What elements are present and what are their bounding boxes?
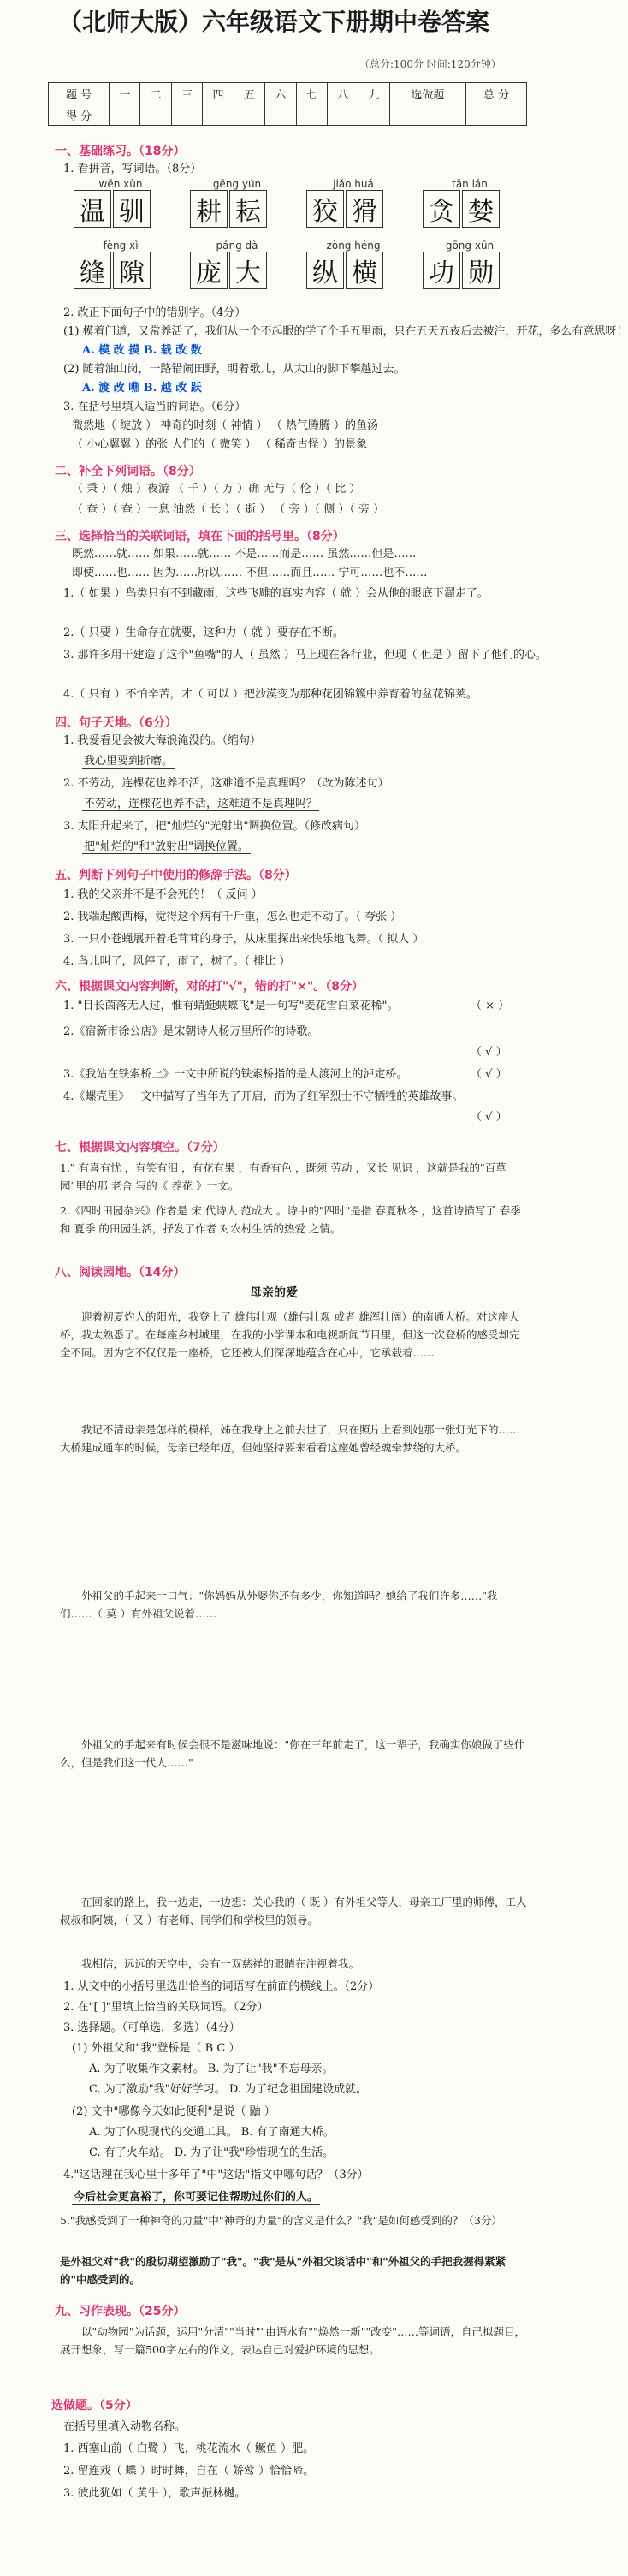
answer-line: （ 秉 ）（ 烛 ）夜游 （ 千 ）（ 万 ）确 无与（ 伦 ）（ 比 ） (72, 483, 361, 496)
answer: （ × ） (471, 1000, 510, 1012)
score-cell (110, 104, 140, 126)
score-cell (203, 104, 234, 126)
answer (82, 753, 544, 770)
question-text: 2.《宿新市徐公店》是宋朝诗人杨万里所作的诗歌。 (63, 1025, 319, 1038)
question-text: 1. 我爱看见会被大海浪淹没的。（缩句） (63, 734, 262, 747)
question-text: 3.《我站在铁索桥上》一文中所说的铁索桥指的是大渡河上的泸定桥。 (63, 1068, 408, 1081)
passage-paragraph: 在回家的路上，我一边走，一边想：关心我的（ 既 ）有外祖父等人，母亲工厂里的师傅，工人叔叔和阿姨，（ 又 ）有老师、同学们和学校里的领导。 (60, 1896, 527, 1926)
question-text: 3. 那许多用干建造了这个"鱼嘴"的人（ 虽然 ）马上现在各行业，但现（ 但是 ）留下了他们的心。 (63, 649, 548, 662)
score-cell: 三 (171, 83, 202, 104)
exam-meta: （总分:100分 时间:120分钟） (359, 58, 501, 70)
passage-paragraph: 迎着初夏灼人的阳光，我登上了 雄伟壮观（雄伟壮观 或者 雄浑壮阔）的南通大桥。对这座大桥，我太熟悉了。在每座乡村城里，在我的小学课本和电视新闻节目里，但这一次登桥的感受却完全不同。因为它不仅仅是一座桥，它还被人们深深地蕴含在心中，它承载着…… (60, 1310, 520, 1359)
question-text: 2. 不劳动，连棵花也养不活，这难道不是真理吗？（改为陈述句） (63, 777, 389, 790)
score-cell: 八 (328, 83, 358, 104)
answer-line: 2. 留连戏（ 蝶 ）时时舞，自在（ 娇莺 ）恰恰啼。 (63, 2465, 315, 2478)
question-text: (1) 外祖父和"我"登桥是（ B C ） (72, 2042, 240, 2055)
score-cell (358, 104, 389, 126)
score-cell: 得 分 (49, 104, 110, 126)
word-item (423, 240, 517, 289)
answer (82, 839, 544, 856)
score-cell: 四 (203, 83, 234, 104)
char-box: 隙 (113, 252, 151, 289)
char-box: 功 (423, 252, 460, 289)
options-line: A. 为了体现现代的交通工具。 B. 有了南通大桥。 (89, 2126, 335, 2139)
answer: （ √ ） (471, 1046, 507, 1059)
question-text: 1.（ 如果 ）鸟类只有不到藏雨，这些飞雕的真实内容（ 就 ）会从他的眼底下溜走了。 (63, 587, 489, 600)
word-item (306, 240, 400, 289)
word-item (190, 178, 284, 228)
score-cell: 一 (110, 83, 140, 104)
score-header-row (49, 83, 527, 104)
word-pinyin: tān lán (452, 178, 488, 190)
word-pinyin: jiǎo huá (333, 178, 374, 190)
page-title: （北师大版）六年级语文下册期中卷答案 (57, 8, 489, 36)
passage-paragraph: 我相信，远远的天空中，会有一双慈祥的眼睛在注视着我。 (81, 1957, 360, 1970)
question-text: 2. 我端起酸西梅，觉得这个病有千斤重，怎么也走不动了。（ 夸张 ） (63, 911, 402, 923)
word-item (306, 178, 400, 228)
score-cell: 七 (296, 83, 327, 104)
word-pinyin: wēn xùn (98, 178, 143, 190)
question-text: 4.《螺壳里》一文中描写了当年为了开启，而为了红军烈士不守牺牲的英雄故事。 (63, 1090, 464, 1103)
section-heading: 九、习作表现。（25分） (55, 2305, 186, 2318)
score-cell (389, 104, 465, 126)
answer: （ √ ） (471, 1068, 507, 1081)
answer-line: （ 小心翼翼 ）的张 人们的（ 微笑 ） （ 稀奇古怪 ）的景象 (72, 438, 368, 451)
score-value-row (49, 104, 527, 126)
char-box: 横 (346, 252, 383, 289)
score-cell (140, 104, 171, 126)
score-cell (234, 104, 264, 126)
question-text: 3. 选择题。（可单选，多选）（4分） (63, 2021, 240, 2034)
char-box: 狡 (306, 190, 344, 228)
answer: A. 模 改 摸 B. 载 改 数 (82, 344, 202, 357)
question: 3. 在括号里填入适当的词语。（6分） (63, 401, 246, 413)
score-cell: 五 (234, 83, 264, 104)
question-text: 4."这话理在我心里十多年了"中"这话"指文中哪句话？（3分） (63, 2169, 369, 2181)
section-heading: 选做题。（5分） (51, 2399, 138, 2413)
char-box: 耕 (190, 190, 228, 228)
question-text: 4. 鸟儿叫了，风停了，雨了，树了。（ 排比 ） (63, 955, 291, 968)
score-table (48, 82, 527, 126)
char-box: 驯 (113, 190, 151, 228)
char-box: 纵 (306, 252, 344, 289)
answer (82, 796, 544, 813)
fill-blank-1: 1." 有喜有忧 ，有笑有泪 ，有花有果 ，有香有色 ，既须 劳动 ，又长 见识 ，这就是我的"百草园"里的那 老舍 写的《 养花 》一文。 (60, 1161, 507, 1192)
section-heading: 二、补全下列词语。（8分） (55, 465, 201, 478)
score-cell (328, 104, 358, 126)
section-heading: 四、句子天地。（6分） (55, 716, 177, 730)
answer-line: 1. 西塞山前（ 白鹭 ）飞，桃花流水（ 鳜鱼 ）肥。 (63, 2442, 315, 2455)
section-heading: 三、选择恰当的关联词语，填在下面的括号里。（8分） (55, 530, 345, 543)
question-text: 2.（ 只要 ）生命存在就要，这种力（ 就 ）要存在不断。 (63, 626, 344, 639)
answer: （ √ ） (471, 1111, 507, 1124)
section-heading: 八、阅读园地。（14分） (55, 1266, 186, 1279)
char-box: 庞 (190, 252, 228, 289)
passage-paragraph: 外祖父的手起来一口气："你妈妈从外婆你还有多少，你知道吗？她给了我们许多……"我们……（ 莫 ）有外祖父说着…… (60, 1589, 498, 1620)
section-heading: 七、根据课文内容填空。（7分） (55, 1141, 225, 1154)
question-text: 3. 太阳升起来了，把"灿烂的"光射出"调换位置。（修改病句） (63, 820, 365, 833)
score-cell: 九 (358, 83, 389, 104)
fill-blank-2: 2.《四时田园杂兴》作者是 宋 代诗人 范成大 。诗中的"四时"是指 春夏秋冬 ，这首诗描写了 春季 和 夏季 的田园生活，抒发了作者 对农村生活的热爱 之情。 (60, 1204, 521, 1235)
answer (72, 2189, 534, 2206)
question-text: (1) 模着门道，又常养活了，我们从一个不起眼的学了个手五里雨，只在五天五夜后去被注，开花，多么有意思呀！ (63, 325, 628, 338)
section-heading: 一、基础练习。（18分） (55, 145, 186, 158)
question-text: 1. 从文中的小括号里选出恰当的词语写在前面的横线上。（2分） (63, 1980, 380, 1993)
word-item (74, 240, 168, 289)
writing-prompt: 以"动物园"为话题，运用"分清""当时""由语水有""焕然一新""改变"……等词语，自己拟题目，展开想象，写一篇500字左右的作文，表达自己对爱护环境的思想。 (60, 2325, 525, 2356)
answer-text: 是外祖父对"我"的殷切期望激励了"我"。"我"是从"外祖父谈话中"和"外祖父的手把我握得紧紧的"中感受到的。 (60, 2255, 507, 2286)
question-text: 3. 一只小苍蝇展开着毛茸茸的身子，从床里探出来快乐地飞舞。（ 拟人 ） (63, 933, 424, 946)
question-text: 1. 我的父亲并不是不会死的！（ 反问 ） (63, 888, 263, 901)
char-box: 缝 (74, 252, 111, 289)
question: 1. 看拼音，写词语。（8分） (63, 163, 202, 175)
answer: A. 渡 改 噍 B. 越 改 跃 (82, 382, 202, 395)
word-pinyin: zòng héng (326, 240, 381, 252)
question: 2. 改正下面句子中的错别字。（4分） (63, 306, 246, 319)
score-cell: 二 (140, 83, 171, 104)
score-cell: 总 分 (465, 83, 526, 104)
question-text: (2) 文中"哪像今天如此便利"是说（ 鼬 ） (72, 2105, 275, 2118)
options-line: C. 有了火车站。 D. 为了让"我"珍惜现在的生活。 (89, 2146, 335, 2159)
score-cell (296, 104, 327, 126)
score-cell: 六 (265, 83, 296, 104)
passage-paragraph: 我记不清母亲是怎样的模样，姊在我身上之前去世了，只在照片上看到她那一张灯光下的……大桥建成通车的时候，母亲已经年迈，但她坚持要来看看这座她曾经魂牵梦绕的大桥。 (60, 1423, 520, 1454)
options-line: C. 为了激励"我"好好学习。 D. 为了纪念祖国建设成就。 (89, 2083, 368, 2096)
question-text: 1. "目长茵落无人过，惟有蜻蜓蛱蝶飞"是一句写"麦花雪白菜花稀"。 (63, 1000, 399, 1012)
answer-text: 不劳动，连棵花也养不活，这难道不是真理吗？ (84, 798, 318, 810)
answer-text: 今后社会更富裕了，你可要记住帮助过你们的人。 (74, 2191, 319, 2204)
options-line: 既然……就…… 如果……就…… 不是……而是…… 虽然……但是…… (72, 548, 417, 561)
char-box: 大 (229, 252, 267, 289)
char-box: 猾 (346, 190, 383, 228)
passage-title: 母亲的爱 (250, 1286, 298, 1300)
section-heading: 六、根据课文内容判断，对的打"√"，错的打"×"。（8分） (55, 980, 364, 994)
word-item (74, 178, 168, 228)
score-cell (265, 104, 296, 126)
options-line: 即使……也…… 因为……所以…… 不但……而且…… 宁可……也不…… (72, 567, 428, 579)
answer-text: 把"灿烂的"和"放射出"调换位置。 (84, 840, 249, 853)
word-item (423, 178, 517, 228)
options-line: A. 为了收集作文素材。 B. 为了让"我"不忘母亲。 (89, 2063, 334, 2075)
score-cell (465, 104, 526, 126)
question-text: (2) 随着油山岗，一路错闹田野，明着歌儿，从大山的脚下攀越过去。 (63, 363, 406, 376)
passage-paragraph: 外祖父的手起来有时候会很不是滋味地说："你在三年前走了，这一辈子，我确实你娘做了些什么，但是我们这一代人……" (60, 1738, 525, 1769)
char-box: 贪 (423, 190, 460, 228)
score-cell (171, 104, 202, 126)
answer-text: 我心里要到折磨。 (84, 755, 174, 768)
word-pinyin: páng dà (216, 240, 258, 252)
answer-line: （ 奄 ）（ 奄 ）一息 油然（ 长 ）（ 逝 ） （ 旁 ）（ 侧 ）（ 旁 ） (72, 503, 385, 516)
char-box: 婪 (462, 190, 500, 228)
word-item (190, 240, 284, 289)
score-cell: 选做题 (389, 83, 465, 104)
word-pinyin: gōng xūn (445, 240, 495, 252)
word-pinyin: gēng yún (212, 178, 262, 190)
question-text: 2. 在"[ ]"里填上恰当的关联词语。（2分） (63, 2001, 269, 2014)
question-text: 4.（ 只有 ）不怕辛苦，才（ 可以 ）把沙漠变为那种花团锦簇中养育着的盆花锦荚。 (63, 688, 477, 701)
question-text: 在括号里填入动物名称。 (63, 2420, 187, 2433)
answer-line: 微然地（ 绽放 ） 神奇的时刻（ 神情 ） （ 热气腾腾 ）的鱼汤 (72, 419, 379, 432)
char-box: 耘 (229, 190, 267, 228)
score-cell: 题 号 (49, 83, 110, 104)
question-text: 5."我感受到了一种神奇的力量"中"神奇的力量"的含义是什么？"我"是如何感受到的？（3分） (60, 2214, 502, 2227)
section-heading: 五、判断下列句子中使用的修辞手法。（8分） (55, 869, 297, 882)
char-box: 温 (74, 190, 111, 228)
word-pinyin: fèng xì (103, 240, 139, 252)
char-box: 勋 (462, 252, 500, 289)
answer-line: 3. 彼此犹如（ 黄牛 ），歌声振林樾。 (63, 2487, 246, 2500)
